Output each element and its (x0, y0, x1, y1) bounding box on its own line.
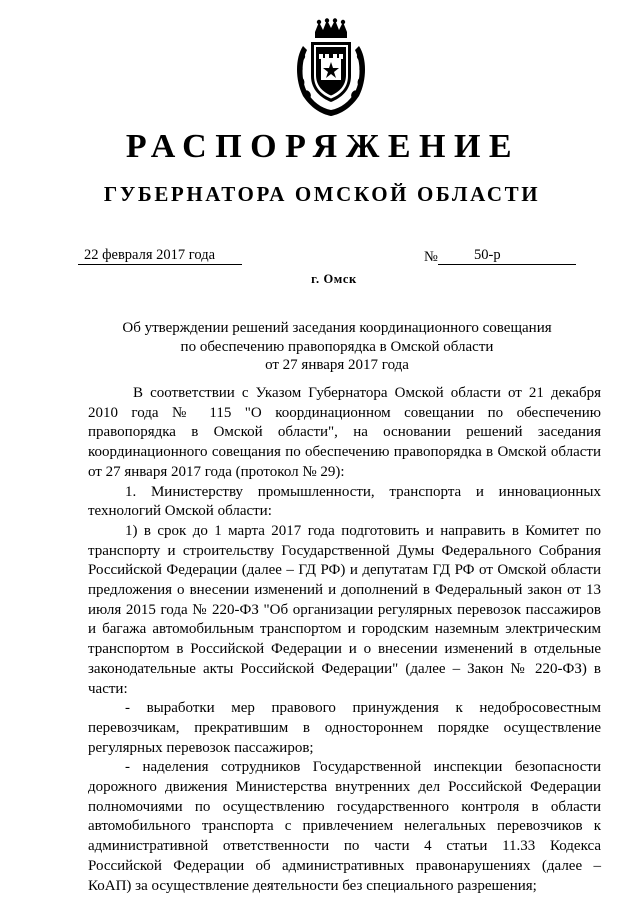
document-number: 50-р (438, 246, 576, 265)
document-city: г. Омск (311, 272, 357, 286)
document-title: РАСПОРЯЖЕНИЕ (125, 128, 521, 165)
item-1-1-paragraph: 1) в срок до 1 марта 2017 года подготовить и направить в Комитет по транспорту и строительству Государственной Думы Федерального Собрания Российской Федерации (далее – ГД РФ) и депутатам ГД РФ от Омской области предложения о внесении изменений и дополнений в Федеральный закон от 13 июля 2015 года № 220-ФЗ "Об организации регулярных перевозок пассажиров и багажа автомобильным транспортом и городским наземным электрическим транспортом в Российской Федерации и о внесении изменений в отдельные законодательные акты Российской Федерации" (далее – Закон № 220-ФЗ) в части: (88, 522, 601, 697)
document-subject (0, 319, 640, 375)
bullet-paragraph: - выработки мер правового принуждения к недобросовестным перевозчикам, прекратившим в одностороннем порядке осуществление регулярных перевозок пассажиров; (88, 700, 601, 756)
document-date: 22 февраля 2017 года (78, 246, 242, 265)
subject-line: от 27 января 2017 года (265, 357, 409, 373)
document-number-label: № (424, 249, 438, 265)
subject-line: Об утверждении решений заседания координационного совещания (122, 320, 552, 336)
document-body (88, 384, 601, 896)
intro-paragraph: В соответствии с Указом Губернатора Омской области от 21 декабря 2010 года № 115 "О координационном совещании по обеспечению правопорядка в Омской области", на основании решений заседания координационного совещания по обеспечению правопорядка в Омской области от 27 января 2017 года (протокол № 29): (88, 385, 601, 480)
omsk-region-coat-of-arms-emblem (293, 18, 369, 118)
item-1-paragraph: 1. Министерству промышленности, транспорта и инновационных технологий Омской области: (88, 483, 601, 520)
document-issuer: ГУБЕРНАТОРА ОМСКОЙ ОБЛАСТИ (103, 182, 541, 206)
subject-line: по обеспечению правопорядка в Омской области (180, 338, 494, 355)
bullet-paragraph: - наделения сотрудников Государственной инспекции безопасности дорожного движения Министерства внутренних дел Российской Федерации полномочиями по осуществлению государственного контроля в области автомобильного транспорта с привлечением нелегальных перевозчиков к административной ответственности по части 4 статьи 11.33 Кодекса Российской Федерации об административных правонарушениях (далее – КоАП) за осуществление деятельности без специального разрешения; (88, 759, 601, 894)
